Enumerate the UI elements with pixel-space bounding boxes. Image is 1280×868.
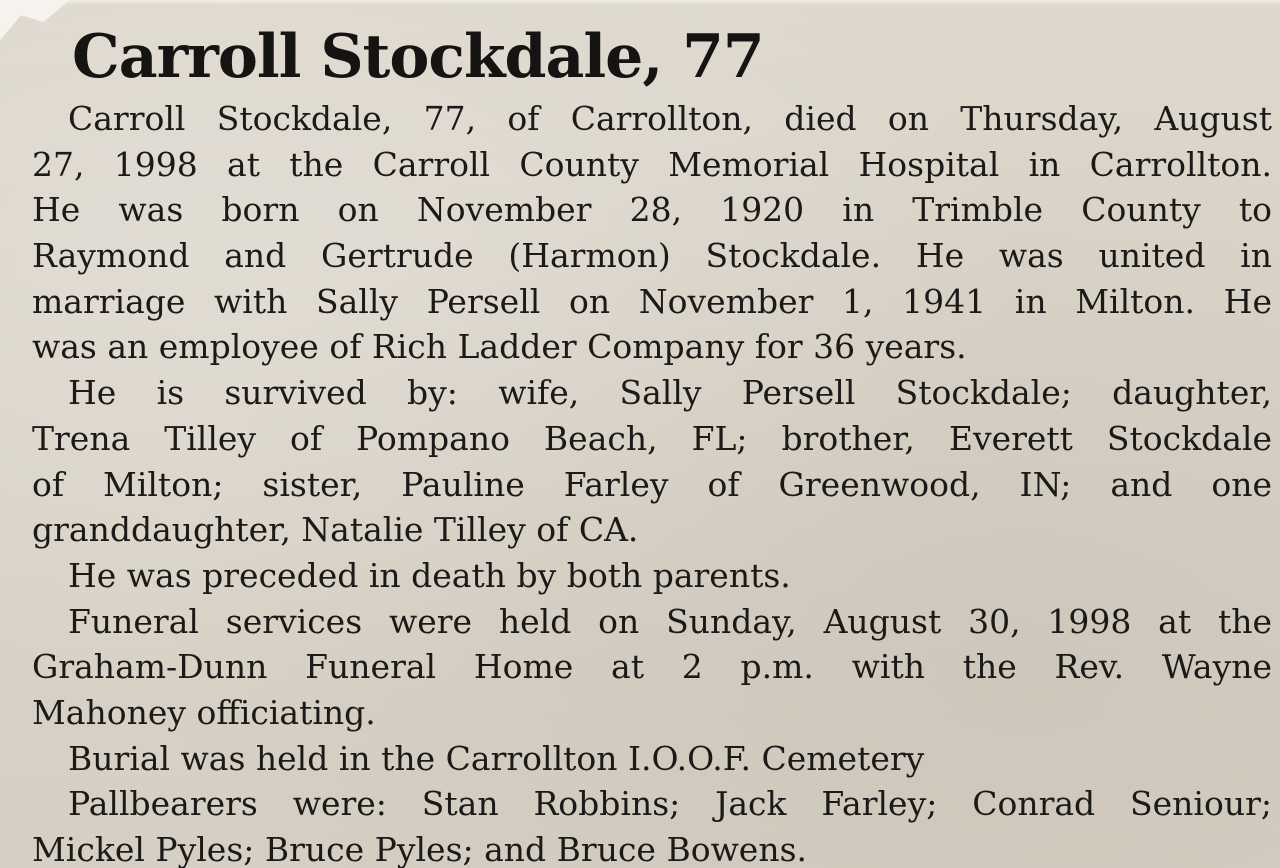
obituary-headline: Carroll Stockdale, 77 <box>72 22 764 92</box>
torn-corner <box>0 0 70 40</box>
obituary-line: Carroll Stockdale, 77, of Carrollton, died on Thursday, August <box>68 99 1272 138</box>
obituary-body <box>32 96 1272 868</box>
obituary-line: was an employee of Rich Ladder Company for 36 years. <box>32 327 967 367</box>
obituary-line: marriage with Sally Persell on November 1, 1941 in Milton. He <box>32 281 1272 321</box>
obituary-line: of Milton; sister, Pauline Farley of Greenwood, IN; and one <box>32 464 1272 504</box>
obituary-line: Burial was held in the Carrollton I.O.O.F. Cemetery <box>68 738 925 778</box>
obituary-line: Graham-Dunn Funeral Home at 2 p.m. with the Rev. Wayne <box>32 647 1272 687</box>
obituary-line: granddaughter, Natalie Tilley of CA. <box>32 510 639 550</box>
obituary-line: He was born on November 28, 1920 in Trimble County to <box>32 190 1272 230</box>
obituary-line: Mahoney officiating. <box>32 692 376 732</box>
scan-edge <box>0 0 1280 6</box>
obituary-line: Funeral services were held on Sunday, August 30, 1998 at the <box>68 601 1272 641</box>
obituary-line: He is survived by: wife, Sally Persell Stockdale; daughter, <box>68 373 1272 413</box>
obituary-line: Mickel Pyles; Bruce Pyles; and Bruce Bowens. <box>32 830 808 868</box>
obituary-line: Trena Tilley of Pompano Beach, FL; brother, Everett Stockdale <box>32 418 1272 458</box>
obituary-line: Raymond and Gertrude (Harmon) Stockdale. He was united in <box>32 236 1272 276</box>
obituary-line: He was preceded in death by both parents. <box>68 555 791 595</box>
obituary-line: 27, 1998 at the Carroll County Memorial Hospital in Carrollton. <box>32 144 1272 184</box>
obituary-line: Pallbearers were: Stan Robbins; Jack Farley; Conrad Seniour; <box>68 784 1272 824</box>
